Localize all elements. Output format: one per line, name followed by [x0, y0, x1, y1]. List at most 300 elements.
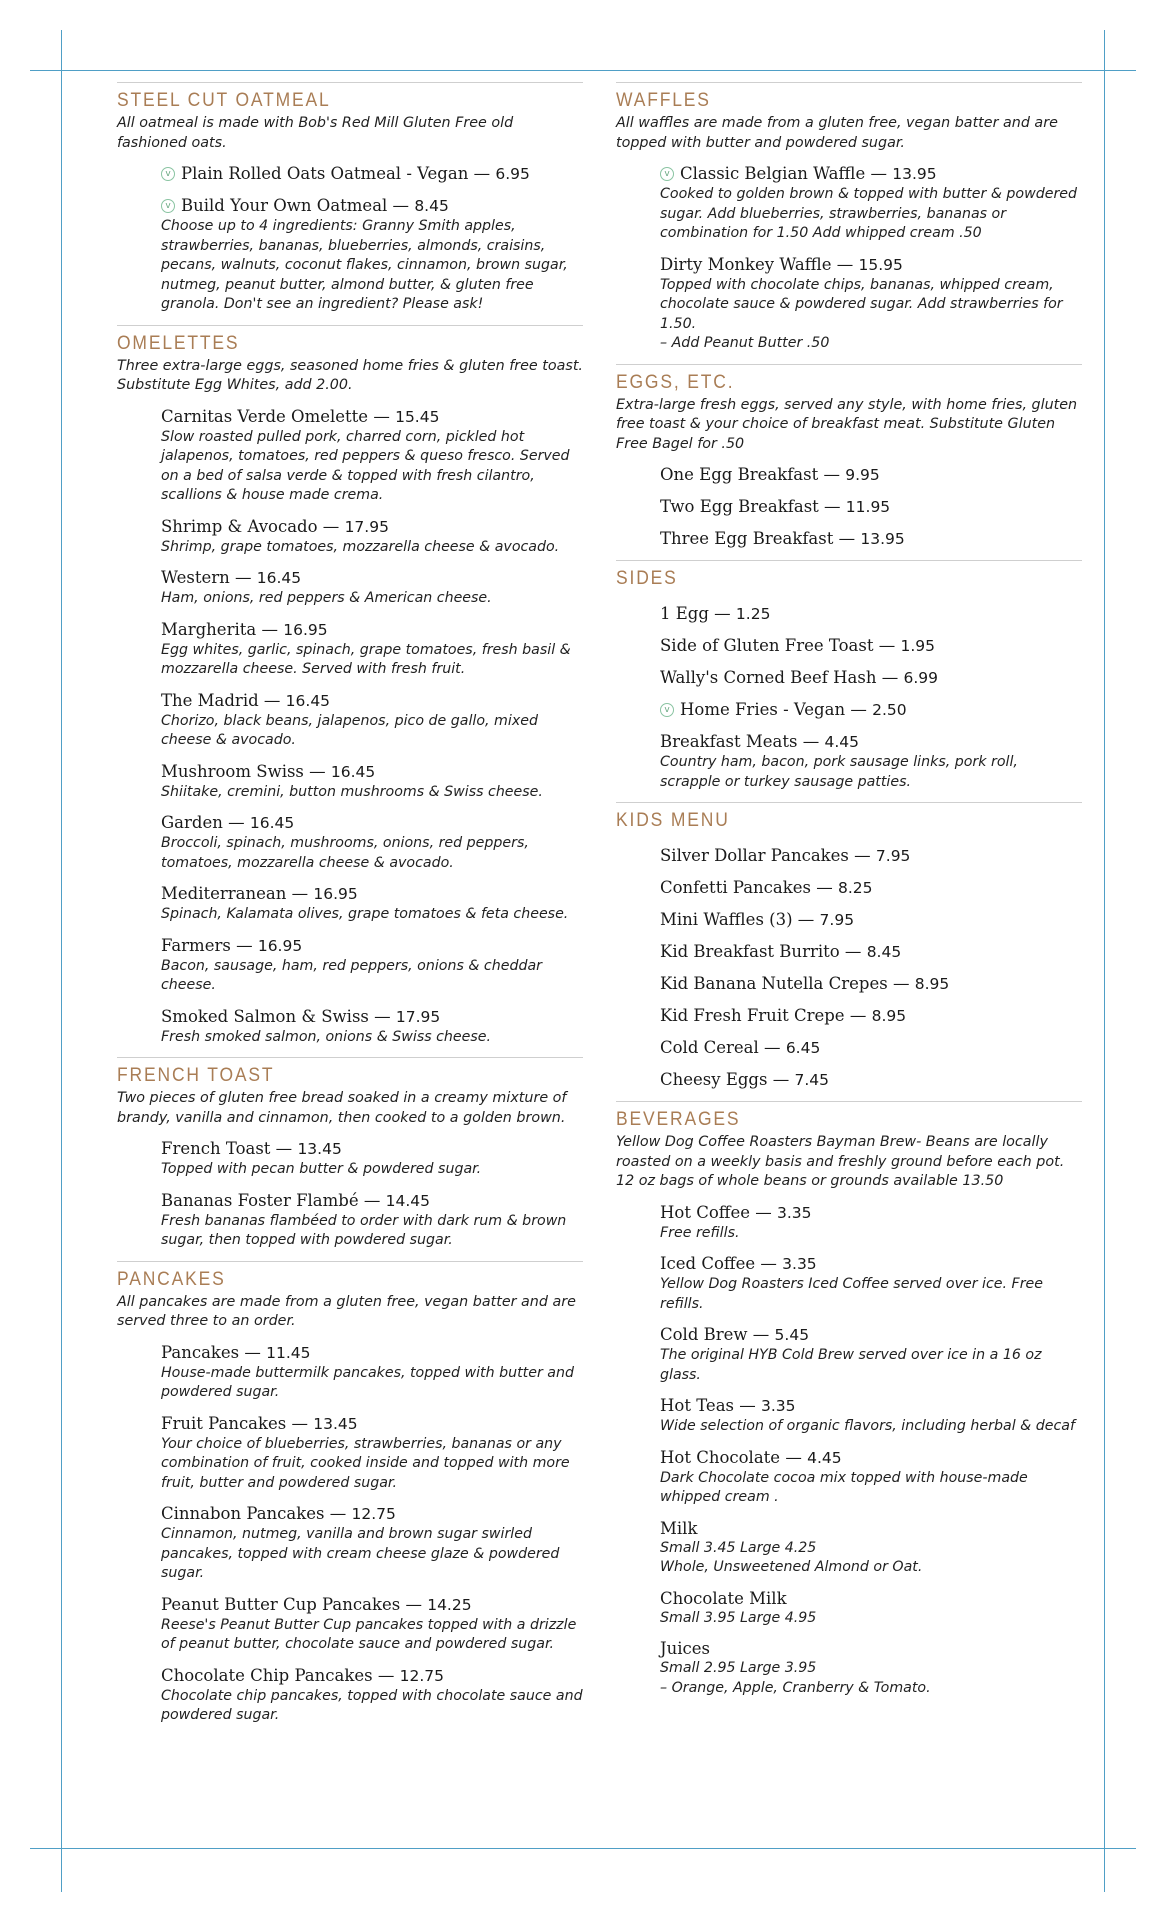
- menu-item-description: Your choice of blueberries, strawberries, bananas or any combination of fruit, cooked inside and topped with more fruit, butter and powdered sugar.: [161, 1435, 570, 1491]
- menu-item-heading: [660, 464, 1082, 486]
- menu-item-description: Fresh smoked salmon, onions & Swiss cheese.: [161, 1028, 491, 1045]
- menu-item-price: 16.45: [285, 691, 331, 710]
- menu-item-heading: [660, 699, 1082, 721]
- menu-item-name: Chocolate Chip Pancakes: [161, 1665, 373, 1685]
- menu-item-list: [117, 1342, 583, 1726]
- menu-item: [660, 163, 1082, 244]
- menu-item-price: 17.95: [395, 1007, 441, 1026]
- menu-item-price: 7.45: [794, 1071, 829, 1089]
- menu-item-price: 16.45: [249, 814, 295, 832]
- menu-item-heading: [161, 883, 583, 905]
- price-separator: —: [286, 884, 314, 903]
- price-separator: —: [317, 516, 345, 536]
- section-title: OMELETTES: [117, 332, 240, 354]
- menu-item-heading: [660, 1253, 1082, 1275]
- price-separator: —: [358, 1190, 386, 1210]
- menu-item-name: Kid Breakfast Burrito: [660, 942, 840, 961]
- menu-item-name: Dirty Monkey Waffle: [660, 254, 832, 274]
- menu-item-name: Confetti Pancakes: [660, 878, 811, 897]
- menu-item-heading: [660, 1588, 1082, 1609]
- section-title: BEVERAGES: [616, 1109, 741, 1130]
- menu-item: [161, 1190, 583, 1251]
- menu-item-name: Wally's Corned Beef Hash: [660, 668, 877, 687]
- section-description-line: Yellow Dog Coffee Roasters Bayman Brew- Beans are locally roasted on a weekly basis and freshly ground before each pot.: [616, 1134, 1065, 1170]
- menu-item-list: [117, 163, 583, 315]
- menu-item-price: 17.95: [344, 517, 389, 536]
- menu-item-name: Two Egg Breakfast: [660, 497, 819, 516]
- menu-item-name: Iced Coffee: [660, 1254, 756, 1273]
- menu-item-price: 1.95: [900, 637, 936, 655]
- price-separator: —: [400, 1594, 428, 1614]
- menu-item-price: 15.95: [858, 255, 903, 274]
- menu-item-name: Build Your Own Oatmeal: [181, 196, 388, 215]
- price-separator: —: [873, 636, 901, 655]
- menu-item-list: [616, 163, 1082, 354]
- menu-item: [161, 883, 583, 925]
- menu-item-name: Juices: [660, 1639, 710, 1658]
- price-separator: —: [844, 1006, 872, 1025]
- menu-item-heading: [660, 603, 1082, 625]
- menu-item: [161, 1665, 583, 1726]
- menu-item-price: 16.95: [283, 620, 328, 639]
- menu-item: [660, 1069, 1082, 1091]
- menu-item: [660, 845, 1082, 867]
- menu-item-description-line: Small 2.95 Large 3.95: [660, 1660, 817, 1676]
- menu-item-price: 6.45: [785, 1039, 821, 1057]
- price-separator: —: [865, 164, 893, 183]
- menu-column-right: [616, 82, 1082, 1708]
- menu-item-price: 4.45: [824, 733, 860, 751]
- menu-item-name: Cold Brew: [660, 1325, 748, 1344]
- price-separator: —: [845, 700, 873, 719]
- menu-item-heading: [161, 1503, 583, 1525]
- menu-section-omelettes: [117, 325, 583, 1048]
- menu-item-list: [616, 1202, 1082, 1699]
- bottom-guide-line: [30, 1848, 1136, 1849]
- menu-item-name: Smoked Salmon & Swiss: [161, 1006, 369, 1026]
- menu-section-waffles: [616, 82, 1082, 354]
- price-separator: —: [303, 761, 331, 781]
- price-separator: —: [810, 878, 838, 897]
- menu-item-list: [117, 1138, 583, 1251]
- menu-item: [660, 973, 1082, 995]
- menu-item: [161, 935, 583, 996]
- menu-item-heading: [161, 761, 583, 783]
- menu-item-name: Kid Banana Nutella Crepes: [660, 974, 888, 993]
- price-separator: —: [747, 1325, 775, 1344]
- menu-item-price: 13.95: [892, 165, 937, 183]
- menu-item: [161, 1594, 583, 1655]
- menu-section-sides: [616, 560, 1082, 792]
- menu-item-description: Free refills.: [660, 1224, 740, 1241]
- menu-item-description: Chocolate chip pancakes, topped with chocolate sauce and powdered sugar.: [161, 1687, 583, 1723]
- menu-item-price: 8.95: [871, 1007, 907, 1025]
- menu-item-price: 14.45: [385, 1191, 430, 1210]
- menu-item-description: Cooked to golden brown & topped with butter & powdered sugar. Add blueberries, strawberries, bananas or combination for 1.50 Add whipped cream .50: [660, 186, 1078, 241]
- price-separator: —: [258, 690, 286, 710]
- price-separator: —: [286, 1413, 314, 1433]
- section-spacer: [616, 591, 1082, 603]
- menu-item: [660, 1395, 1082, 1437]
- menu-item-description: Chorizo, black beans, jalapenos, pico de gallo, mixed cheese & avocado.: [161, 712, 538, 748]
- menu-item: [660, 1447, 1082, 1508]
- menu-item-description-line: – Add Peanut Butter .50: [660, 335, 830, 351]
- section-title: EGGS, ETC.: [616, 371, 735, 393]
- menu-item: [660, 1005, 1082, 1027]
- menu-item-description-line: Whole, Unsweetened Almond or Oat.: [660, 1559, 923, 1575]
- price-separator: —: [839, 942, 867, 961]
- price-separator: —: [780, 1447, 808, 1467]
- menu-item-price: 7.95: [819, 911, 855, 929]
- menu-item-name: Cold Cereal: [660, 1038, 759, 1057]
- menu-item-heading: [161, 406, 583, 428]
- menu-item-name: Silver Dollar Pancakes: [660, 846, 849, 865]
- menu-item-price: 16.95: [313, 885, 358, 903]
- section-title: WAFFLES: [616, 90, 711, 111]
- menu-item-heading: [161, 195, 583, 217]
- menu-item-price: 12.75: [351, 1505, 396, 1523]
- menu-item: [161, 1342, 583, 1403]
- menu-item-price: 3.35: [761, 1397, 796, 1415]
- menu-item-price: 6.99: [903, 669, 938, 687]
- menu-item-heading: [660, 163, 1082, 185]
- menu-item-heading: [660, 845, 1082, 867]
- menu-item: [161, 812, 583, 873]
- menu-item-name: Kid Fresh Fruit Crepe: [660, 1006, 845, 1025]
- price-separator: —: [767, 1070, 795, 1089]
- section-description: All oatmeal is made with Bob's Red Mill Gluten Free old fashioned oats.: [117, 115, 514, 151]
- section-description: Extra-large fresh eggs, served any style, with home fries, gluten free toast & your choice of breakfast meat. Substitute Gluten Free Bagel for .50: [616, 396, 1078, 452]
- menu-item: [660, 877, 1082, 899]
- menu-item-name: Bananas Foster Flambé: [161, 1190, 359, 1210]
- menu-item-description: House-made buttermilk pancakes, topped with butter and powdered sugar.: [161, 1364, 574, 1400]
- price-separator: —: [239, 1342, 267, 1362]
- menu-item-heading: [161, 812, 583, 834]
- section-description: [616, 1133, 1082, 1192]
- menu-item-description: Ham, onions, red peppers & American cheese.: [161, 590, 492, 606]
- menu-item-description: The original HYB Cold Brew served over ice in a 16 oz glass.: [660, 1347, 1042, 1383]
- menu-section-kids-menu: [616, 802, 1082, 1091]
- menu-item-price: 13.45: [313, 1414, 358, 1433]
- menu-item-price: 7.95: [875, 847, 911, 865]
- menu-item-name: Shrimp & Avocado: [161, 516, 318, 536]
- price-separator: —: [797, 732, 825, 751]
- menu-item-description: Reese's Peanut Butter Cup pancakes topped with a drizzle of peanut butter, chocolate sauce and powdered sugar.: [161, 1616, 577, 1652]
- menu-item-name: Carnitas Verde Omelette: [161, 406, 369, 426]
- price-separator: —: [758, 1038, 786, 1057]
- menu-item-name: Cheesy Eggs: [660, 1070, 768, 1089]
- menu-item: [161, 406, 583, 506]
- menu-item-price: 13.95: [860, 530, 905, 548]
- menu-item: [161, 761, 583, 803]
- menu-item-price: 8.45: [866, 943, 902, 961]
- price-separator: —: [831, 254, 859, 274]
- menu-item: [660, 496, 1082, 518]
- menu-item-price: 11.95: [845, 498, 891, 516]
- vegan-icon: v: [161, 167, 175, 181]
- menu-item-price: 1.25: [735, 605, 771, 623]
- menu-item-name: Margherita: [161, 619, 257, 639]
- section-title: PANCAKES: [117, 1268, 226, 1290]
- menu-section-eggs-etc: [616, 364, 1082, 551]
- menu-item-name: The Madrid: [161, 690, 259, 710]
- price-separator: —: [818, 497, 846, 516]
- menu-item-description: Cinnamon, nutmeg, vanilla and brown sugar swirled pancakes, topped with cream cheese glaze & powdered sugar.: [161, 1526, 560, 1581]
- menu-item-heading: [660, 496, 1082, 518]
- section-description: All waffles are made from a gluten free, vegan batter and are topped with butter and powdered sugar.: [616, 115, 1058, 151]
- price-separator: —: [848, 846, 876, 865]
- menu-item-description: Fresh bananas flambéed to order with dark rum & brown sugar, then topped with powdered sugar.: [161, 1212, 567, 1248]
- price-separator: —: [256, 619, 284, 639]
- menu-item-description: [660, 1539, 1082, 1578]
- price-separator: —: [887, 974, 915, 993]
- menu-item: [161, 1138, 583, 1180]
- menu-item-heading: [660, 1395, 1082, 1417]
- right-guide-line: [1104, 30, 1105, 1892]
- price-separator: —: [818, 465, 846, 484]
- menu-item-price: 8.95: [914, 975, 950, 993]
- section-spacer: [616, 833, 1082, 845]
- menu-item-list: [117, 406, 583, 1048]
- menu-item-name: One Egg Breakfast: [660, 465, 819, 484]
- menu-section-beverages: [616, 1101, 1082, 1698]
- menu-item-heading: [161, 619, 583, 641]
- menu-item: [161, 690, 583, 751]
- menu-item-heading: [660, 528, 1082, 550]
- price-separator: —: [734, 1396, 761, 1415]
- menu-item: [161, 619, 583, 680]
- menu-item-name: Hot Chocolate: [660, 1447, 781, 1467]
- vegan-icon: v: [660, 167, 674, 181]
- menu-item: [660, 731, 1082, 792]
- menu-item: [660, 909, 1082, 931]
- menu-item-heading: [660, 1005, 1082, 1027]
- menu-item-name: Garden: [161, 813, 223, 832]
- menu-item-heading: [660, 667, 1082, 689]
- menu-item: [660, 635, 1082, 657]
- menu-item-name: Hot Teas: [660, 1396, 734, 1415]
- menu-item-list: [616, 845, 1082, 1091]
- menu-item-heading: [660, 1069, 1082, 1091]
- menu-item-name: Home Fries - Vegan: [680, 700, 846, 719]
- section-title: STEEL CUT OATMEAL: [117, 90, 331, 111]
- menu-item: [660, 1588, 1082, 1629]
- menu-item-price: 16.45: [330, 762, 376, 781]
- menu-item-price: 3.35: [777, 1203, 812, 1222]
- menu-item: [660, 254, 1082, 354]
- menu-item-description: Slow roasted pulled pork, charred corn, pickled hot jalapenos, tomatoes, red peppers & queso fresco. Served on a bed of salsa verde & topped with fresh cilantro, scallions & house made crema.: [161, 428, 570, 503]
- price-separator: —: [792, 910, 820, 929]
- section-description: All pancakes are made from a gluten free, vegan batter and are served three to an order.: [117, 1293, 576, 1329]
- menu-item-price: 2.50: [872, 701, 907, 719]
- menu-item-name: Plain Rolled Oats Oatmeal - Vegan: [181, 164, 469, 183]
- menu-item-price: 9.95: [845, 466, 880, 484]
- menu-item-price: 12.75: [399, 1666, 444, 1685]
- menu-item-heading: [161, 1665, 583, 1687]
- menu-item-price: 5.45: [774, 1326, 810, 1344]
- menu-item-name: Fruit Pancakes: [161, 1413, 287, 1433]
- menu-item-heading: [660, 973, 1082, 995]
- menu-item-name: Mediterranean: [161, 884, 287, 903]
- menu-item-description-line: – Orange, Apple, Cranberry & Tomato.: [660, 1679, 931, 1696]
- price-separator: —: [372, 1665, 400, 1685]
- price-separator: —: [368, 1006, 396, 1026]
- section-title: KIDS MENU: [616, 810, 730, 831]
- price-separator: —: [708, 604, 736, 623]
- menu-item-name: Farmers: [161, 935, 231, 955]
- vegan-icon: v: [161, 199, 175, 213]
- menu-item-price: 3.35: [782, 1255, 817, 1273]
- menu-item-heading: [660, 877, 1082, 899]
- menu-section-french-toast: [117, 1057, 583, 1251]
- menu-item: [660, 528, 1082, 550]
- menu-item-description: Broccoli, spinach, mushrooms, onions, red peppers, tomatoes, mozzarella cheese & avocado.: [161, 835, 529, 871]
- menu-item-heading: [660, 1638, 1082, 1659]
- menu-item-name: Cinnabon Pancakes: [161, 1504, 325, 1523]
- menu-item: [660, 464, 1082, 486]
- menu-item-description: Dark Chocolate cocoa mix topped with house-made whipped cream .: [660, 1469, 1028, 1505]
- menu-section-pancakes: [117, 1261, 583, 1726]
- menu-item-description: Small 3.95 Large 4.95: [660, 1609, 817, 1626]
- menu-item-description: Topped with pecan butter & powdered sugar.: [161, 1161, 482, 1177]
- menu-item: [161, 195, 583, 315]
- price-separator: —: [270, 1139, 298, 1158]
- menu-item-price: 8.45: [414, 197, 449, 215]
- menu-item-price: 8.25: [837, 879, 873, 897]
- price-separator: —: [324, 1504, 352, 1523]
- menu-item-heading: [161, 935, 583, 957]
- top-guide-line: [30, 70, 1136, 71]
- menu-item-name: Classic Belgian Waffle: [680, 164, 866, 183]
- left-guide-line: [61, 30, 62, 1892]
- menu-item-heading: [161, 516, 583, 538]
- section-title: FRENCH TOAST: [117, 1065, 275, 1086]
- menu-item-description: Egg whites, garlic, spinach, grape tomatoes, fresh basil & mozzarella cheese. Served with fresh fruit.: [161, 641, 571, 677]
- menu-item: [660, 1638, 1082, 1698]
- menu-item-description: Wide selection of organic flavors, including herbal & decaf: [660, 1418, 1075, 1434]
- menu-item: [660, 699, 1082, 721]
- menu-column-left: [117, 82, 583, 1736]
- menu-item-heading: [161, 1190, 583, 1212]
- menu-item-heading: [660, 1202, 1082, 1224]
- menu-item-heading: [161, 163, 583, 185]
- menu-item-description: Shrimp, grape tomatoes, mozzarella cheese & avocado.: [161, 538, 560, 555]
- menu-item-description-line: Small 3.45 Large 4.25: [660, 1539, 817, 1556]
- menu-item: [161, 163, 583, 185]
- menu-item-name: French Toast: [161, 1139, 271, 1158]
- menu-item: [161, 567, 583, 609]
- menu-item-heading: [660, 909, 1082, 931]
- menu-item-list: [616, 464, 1082, 550]
- menu-item-name: Breakfast Meats: [660, 732, 798, 751]
- price-separator: —: [230, 935, 258, 955]
- menu-item: [660, 603, 1082, 625]
- menu-item-heading: [660, 1037, 1082, 1059]
- menu-item-name: Mushroom Swiss: [161, 761, 304, 781]
- menu-item: [660, 667, 1082, 689]
- section-title: SIDES: [616, 568, 678, 589]
- menu-item-heading: [660, 1447, 1082, 1469]
- menu-item: [161, 1503, 583, 1584]
- menu-item-heading: [660, 635, 1082, 657]
- menu-item: [161, 1413, 583, 1494]
- price-separator: —: [833, 529, 861, 548]
- menu-item: [161, 516, 583, 558]
- menu-item-name: Pancakes: [161, 1342, 240, 1362]
- menu-item: [660, 1324, 1082, 1385]
- menu-item: [161, 1006, 583, 1048]
- menu-item-heading: [161, 1413, 583, 1435]
- menu-item: [660, 941, 1082, 963]
- section-description-line: 12 oz bags of whole beans or grounds available 13.50: [616, 1173, 1004, 1189]
- menu-item-heading: [161, 1006, 583, 1028]
- menu-item-price: 4.45: [807, 1448, 842, 1467]
- price-separator: —: [755, 1254, 783, 1273]
- menu-item: [660, 1202, 1082, 1244]
- menu-item-heading: [660, 1518, 1082, 1539]
- menu-item: [660, 1253, 1082, 1314]
- price-separator: —: [750, 1202, 778, 1222]
- menu-item: [660, 1518, 1082, 1578]
- menu-item-heading: [161, 1342, 583, 1364]
- menu-item-heading: [660, 731, 1082, 753]
- menu-item-description: [660, 276, 1082, 354]
- price-separator: —: [468, 164, 496, 183]
- menu-item-description: Bacon, sausage, ham, red peppers, onions & cheddar cheese.: [161, 957, 542, 993]
- menu-item-list: [616, 603, 1082, 792]
- menu-item-heading: [161, 567, 583, 589]
- menu-item-name: Mini Waffles (3): [660, 910, 793, 929]
- menu-item-description: Country ham, bacon, pork sausage links, pork roll, scrapple or turkey sausage patties.: [660, 754, 1018, 790]
- menu-item-name: Chocolate Milk: [660, 1588, 787, 1608]
- menu-item-heading: [161, 1138, 583, 1160]
- menu-item-heading: [161, 1594, 583, 1616]
- price-separator: —: [876, 668, 904, 687]
- menu-item-name: Western: [161, 568, 230, 587]
- menu-item-heading: [161, 690, 583, 712]
- menu-item-heading: [660, 941, 1082, 963]
- menu-section-steel-cut-oatmeal: [117, 82, 583, 315]
- menu-item-name: Three Egg Breakfast: [660, 529, 834, 548]
- menu-item-name: Hot Coffee: [660, 1202, 751, 1222]
- menu-item-price: 13.45: [297, 1140, 342, 1158]
- section-description: Three extra-large eggs, seasoned home fries & gluten free toast. Substitute Egg Whites, add 2.00.: [117, 357, 583, 393]
- menu-item-heading: [660, 1324, 1082, 1346]
- menu-item-price: 16.45: [256, 569, 302, 587]
- menu-item-name: Side of Gluten Free Toast: [660, 636, 874, 655]
- price-separator: —: [222, 813, 250, 832]
- menu-item-price: 6.95: [495, 165, 530, 183]
- price-separator: —: [368, 406, 396, 426]
- menu-item-name: Peanut Butter Cup Pancakes: [161, 1594, 401, 1614]
- menu-item-description-line: Topped with chocolate chips, bananas, whipped cream, chocolate sauce & powdered sugar. Add strawberries for 1.50.: [660, 276, 1063, 332]
- menu-item-price: 16.95: [257, 936, 303, 955]
- menu-item-description: Choose up to 4 ingredients: Granny Smith apples, strawberries, bananas, blueberries, almonds, craisins, pecans, walnuts, coconut flakes, cinnamon, brown sugar, nutmeg, peanut butter, almond butter, & gluten free granola. Don't see an ingredient? Please ask!: [161, 218, 568, 312]
- menu-item-description: Yellow Dog Roasters Iced Coffee served over ice. Free refills.: [660, 1276, 1043, 1312]
- menu-item-price: 11.45: [266, 1343, 311, 1362]
- menu-item: [660, 1037, 1082, 1059]
- menu-item-price: 14.25: [427, 1595, 472, 1614]
- menu-item-description: [660, 1659, 1082, 1698]
- menu-item-description: Shiitake, cremini, button mushrooms & Swiss cheese.: [161, 783, 543, 800]
- menu-item-price: 15.45: [395, 407, 440, 426]
- price-separator: —: [229, 568, 257, 587]
- price-separator: —: [387, 196, 415, 215]
- menu-item-description: Spinach, Kalamata olives, grape tomatoes & feta cheese.: [161, 906, 569, 922]
- vegan-icon: v: [660, 703, 674, 717]
- menu-item-name: 1 Egg: [660, 604, 709, 623]
- menu-item-heading: [660, 254, 1082, 276]
